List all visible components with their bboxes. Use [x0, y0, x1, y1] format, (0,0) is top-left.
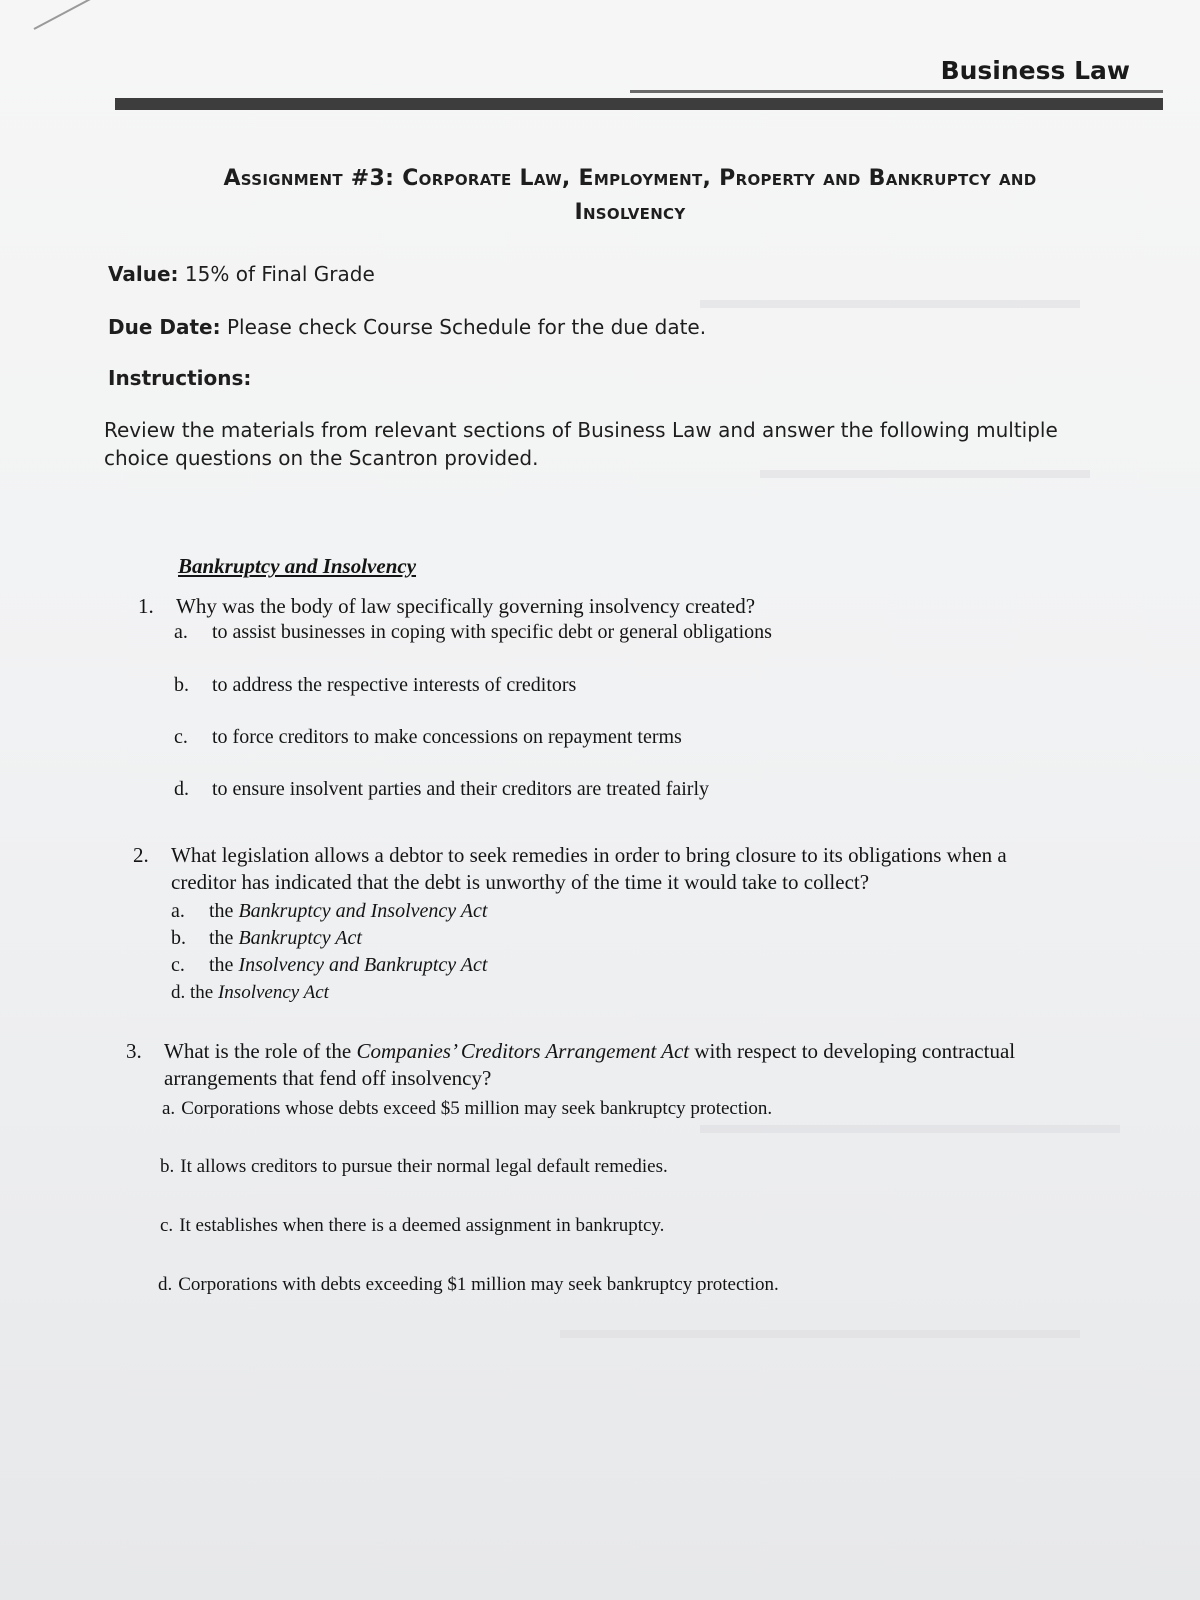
- value-label: Value:: [108, 262, 179, 286]
- due-date-text: Please check Course Schedule for the due date.: [226, 315, 707, 339]
- answer-option-a: a. the Bankruptcy and Insolvency Act: [171, 898, 487, 925]
- question-3: [126, 1038, 1166, 1298]
- answer-option-a: [162, 1095, 772, 1122]
- answer-option-c: c. the Insolvency and Bankruptcy Act: [171, 952, 487, 979]
- option-letter: c.: [171, 954, 185, 976]
- option-act-name: Bankruptcy Act: [238, 927, 362, 949]
- bleed-through-texture: [560, 1330, 1080, 1338]
- answer-option-d: [158, 1271, 779, 1298]
- header-rule-thin: [630, 90, 1163, 93]
- instructions-line-1: Review the materials from relevant sections of Business Law and answer the following multiple: [104, 418, 1058, 442]
- instructions-label: Instructions:: [108, 366, 252, 390]
- answer-option-d: [174, 776, 709, 803]
- option-letter: d.: [158, 1274, 173, 1295]
- value-text: 15% of Final Grade: [184, 262, 375, 286]
- option-text: It allows creditors to pursue their normal legal default remedies.: [180, 1156, 668, 1177]
- answer-option-c: [160, 1212, 664, 1239]
- option-text: Corporations whose debts exceed $5 million may seek bankruptcy protection.: [181, 1098, 773, 1119]
- question-number: 2.: [133, 843, 149, 867]
- section-heading: Bankruptcy and Insolvency: [178, 554, 417, 578]
- option-act-name: Insolvency and Bankruptcy Act: [238, 954, 488, 976]
- option-text: to ensure insolvent parties and their creditors are treated fairly: [212, 778, 710, 800]
- question-stem-line-2: arrangements that fend off insolvency?: [164, 1066, 492, 1090]
- option-text: It establishes when there is a deemed assignment in bankruptcy.: [179, 1215, 665, 1236]
- question-number: 1.: [138, 594, 154, 618]
- option-letter: b.: [171, 927, 186, 949]
- option-letter: b.: [174, 674, 189, 696]
- answer-option-b: [160, 1153, 668, 1180]
- header-rule-thick: [115, 98, 1163, 110]
- answer-option-b: [174, 672, 576, 699]
- option-letter: c.: [160, 1215, 174, 1236]
- option-act-name: Insolvency Act: [217, 982, 329, 1003]
- question-1: [138, 593, 1138, 813]
- option-letter: d.: [171, 982, 186, 1003]
- question-2: [133, 842, 1163, 1002]
- option-text: to force creditors to make concessions on repayment terms: [212, 726, 682, 748]
- assignment-title: [120, 162, 1140, 230]
- answer-option-d: d. the Insolvency Act: [171, 982, 329, 1003]
- option-letter: a.: [162, 1098, 176, 1119]
- answer-option-a: [174, 619, 772, 646]
- assignment-title-line-2: Insolvency: [574, 200, 686, 225]
- question-stem: Why was the body of law specifically governing insolvency created?: [176, 594, 756, 618]
- due-date-field: [108, 315, 706, 339]
- act-name: Companies’ Creditors Arrangement Act: [356, 1039, 690, 1063]
- option-letter: a.: [171, 900, 185, 922]
- option-letter: a.: [174, 621, 188, 643]
- instructions-text: [104, 416, 1124, 472]
- bleed-through-texture: [700, 300, 1080, 308]
- option-letter: c.: [174, 726, 188, 748]
- instructions-line-2: choice questions on the Scantron provided.: [104, 446, 539, 470]
- question-number: 3.: [126, 1039, 142, 1063]
- value-field: [108, 262, 375, 286]
- option-text: Corporations with debts exceeding $1 million may seek bankruptcy protection.: [178, 1274, 779, 1295]
- answer-option-b: b. the Bankruptcy Act: [171, 925, 362, 952]
- pen-mark: [34, 0, 99, 30]
- question-stem-line-2: creditor has indicated that the debt is unworthy of the time it would take to collect?: [171, 870, 870, 894]
- option-text: to assist businesses in coping with specific debt or general obligations: [212, 621, 772, 643]
- assignment-title-line-1: Assignment #3: Corporate Law, Employment, Property and Bankruptcy and: [223, 166, 1037, 191]
- question-stem-line-1: What legislation allows a debtor to seek remedies in order to bring closure to its obligations when a: [171, 843, 1007, 867]
- option-letter: b.: [160, 1156, 175, 1177]
- course-title: Business Law: [940, 56, 1130, 85]
- due-date-label: Due Date:: [108, 315, 221, 339]
- option-text: to address the respective interests of creditors: [212, 674, 577, 696]
- option-letter: d.: [174, 778, 189, 800]
- answer-option-c: [174, 724, 682, 751]
- option-act-name: Bankruptcy and Insolvency Act: [238, 900, 488, 922]
- question-stem-line-1: What is the role of the Companies’ Creditors Arrangement Act with respect to developing contractual: [164, 1039, 1016, 1063]
